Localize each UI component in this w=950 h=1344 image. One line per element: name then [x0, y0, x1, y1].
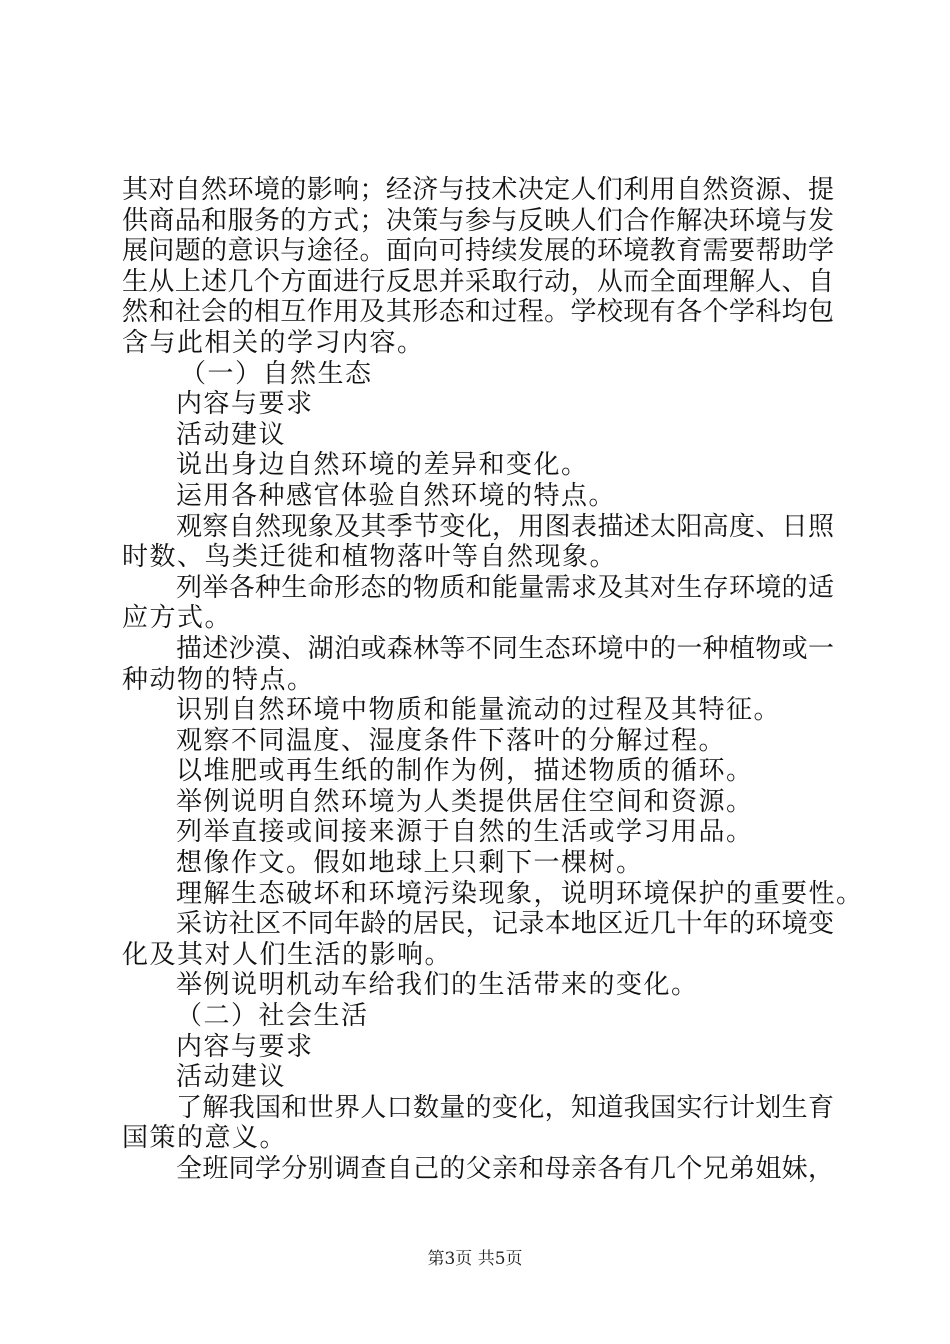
paragraph-line: 生从上述几个方面进行反思并采取行动，从而全面理解人、自: [122, 266, 834, 297]
list-item: 全班同学分别调查自己的父亲和母亲各有几个兄弟姐妹，: [176, 1154, 834, 1184]
list-item: 列举各种生命形态的物质和能量需求及其对生存环境的适: [176, 572, 834, 603]
list-item: 运用各种感官体验自然环境的特点。: [176, 480, 617, 511]
list-item: 描述沙漠、湖泊或森林等不同生态环境中的一种植物或一: [176, 633, 834, 664]
list-item: 理解生态破坏和环境污染现象，说明环境保护的重要性。: [176, 878, 864, 909]
list-item-continuation: 时数、鸟类迁徙和植物落叶等自然现象。: [122, 542, 618, 573]
list-item-continuation: 化及其对人们生活的影响。: [122, 939, 453, 970]
subheading: 活动建议: [176, 1062, 287, 1093]
list-item: 观察自然现象及其季节变化，用图表描述太阳高度、日照: [176, 511, 834, 542]
paragraph-line: 其对自然环境的影响；经济与技术决定人们利用自然资源、提: [122, 175, 834, 205]
list-item: 想像作文。假如地球上只剩下一棵树。: [176, 848, 644, 879]
paragraph-line: 含与此相关的学习内容。: [122, 327, 425, 358]
subheading: 内容与要求: [176, 1031, 314, 1062]
list-item-continuation: 国策的意义。: [122, 1123, 288, 1154]
subheading: 内容与要求: [176, 389, 314, 420]
list-item: 观察不同温度、湿度条件下落叶的分解过程。: [176, 725, 727, 756]
paragraph-line: 供商品和服务的方式；决策与参与反映人们合作解决环境与发: [122, 205, 834, 236]
list-item: 采访社区不同年龄的居民，记录本地区近几十年的环境变: [176, 909, 834, 940]
list-item: 说出身边自然环境的差异和变化。: [176, 450, 589, 481]
list-item: 举例说明机动车给我们的生活带来的变化。: [176, 970, 699, 1001]
list-item: 识别自然环境中物质和能量流动的过程及其特征。: [176, 695, 782, 726]
list-item: 列举直接或间接来源于自然的生活或学习用品。: [176, 817, 754, 848]
list-item: 举例说明自然环境为人类提供居住空间和资源。: [176, 786, 754, 817]
page-footer: 第3页 共5页: [427, 1249, 523, 1269]
list-item: 了解我国和世界人口数量的变化，知道我国实行计划生育: [176, 1092, 834, 1123]
paragraph-line: 然和社会的相互作用及其形态和过程。学校现有各个学科均包: [122, 297, 834, 328]
subheading: 活动建议: [176, 419, 287, 450]
section-heading: （二）社会生活: [176, 1001, 369, 1032]
list-item-continuation: 种动物的特点。: [122, 664, 315, 695]
document-body: [122, 175, 864, 1185]
list-item: 以堆肥或再生纸的制作为例，描述物质的循环。: [176, 756, 754, 787]
paragraph-line: 展问题的意识与途径。面向可持续发展的环境教育需要帮助学: [122, 236, 834, 267]
list-item-continuation: 应方式。: [122, 603, 233, 634]
section-heading: （一）自然生态: [180, 358, 373, 389]
